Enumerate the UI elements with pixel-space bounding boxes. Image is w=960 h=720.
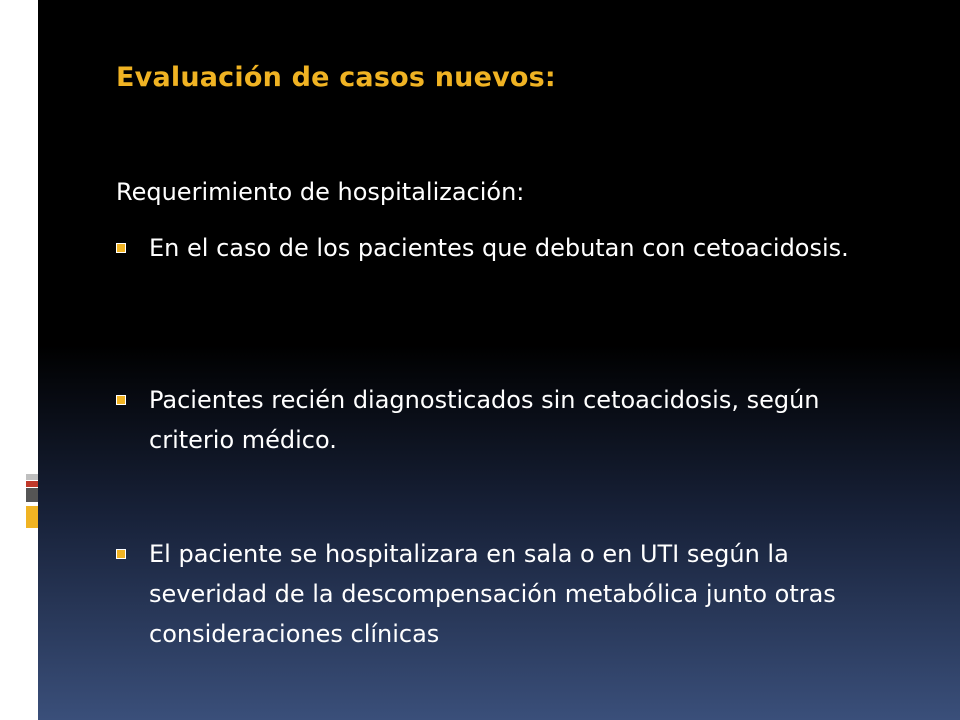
- left-decorative-strip: [0, 0, 38, 720]
- decor-block-dark: [26, 488, 38, 502]
- bullet-text: En el caso de los pacientes que debutan con cetoacidosis.: [149, 234, 849, 262]
- slide-title: Evaluación de casos nuevos:: [116, 62, 556, 93]
- slide-subtitle: Requerimiento de hospitalización:: [116, 178, 525, 206]
- bullet-text: El paciente se hospitalizara en sala o en UTI según la severidad de la descompensación metabólica junto otras consideraciones clínicas: [149, 540, 836, 648]
- bullet-text: Pacientes recién diagnosticados sin cetoacidosis, según criterio médico.: [149, 386, 820, 454]
- decor-block-red: [26, 481, 38, 487]
- decor-block-gray: [26, 474, 38, 480]
- bullet-square-icon: [116, 243, 126, 253]
- bullet-square-icon: [116, 549, 126, 559]
- decor-block-yellow: [26, 506, 38, 528]
- bullet-square-icon: [116, 395, 126, 405]
